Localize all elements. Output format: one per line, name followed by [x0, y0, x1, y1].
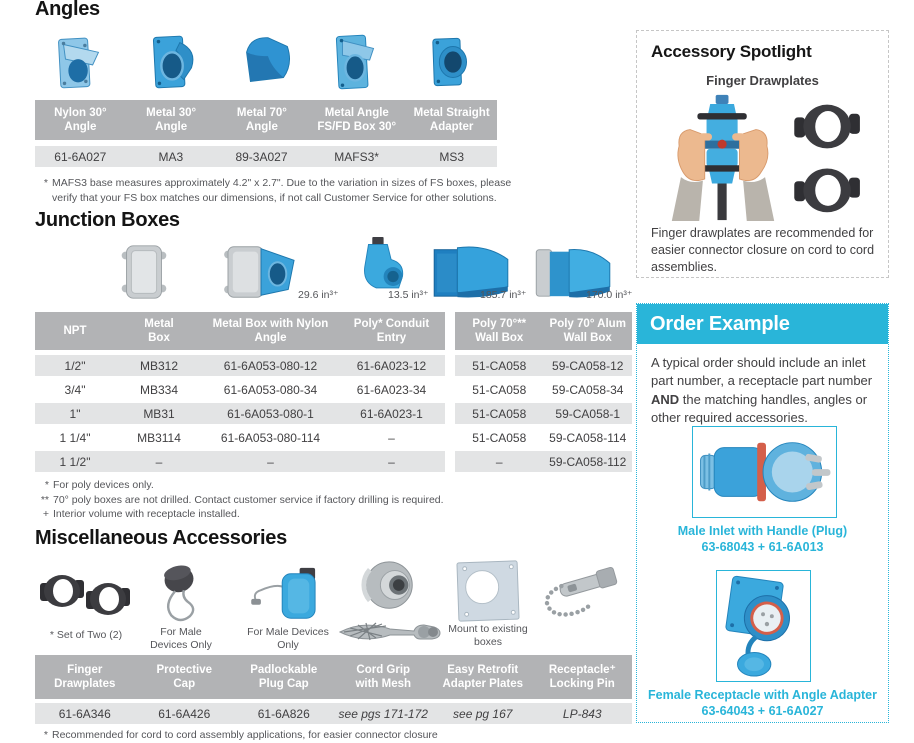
footnote-text: For poly devices only. — [53, 479, 154, 491]
npt-value: 1/2" — [64, 358, 86, 373]
part-number: 61-6A023-12 — [356, 358, 427, 373]
junction-col-header: Poly* Conduit Entry — [353, 317, 430, 344]
padlockable-plug-cap-image — [248, 566, 328, 626]
part-number: 51-CA058 — [472, 430, 527, 445]
part-number: MB31 — [143, 406, 175, 421]
male-inlet-plug-image — [692, 426, 837, 518]
part-number: 61-6A053-080-1 — [227, 406, 314, 421]
order-item2-label: Female Receptacle with Angle Adapter — [648, 688, 877, 702]
volume-label: 29.6 in³⁺ — [298, 289, 339, 301]
order-example-body — [651, 354, 879, 428]
misc-col-header: Protective Cap — [156, 663, 213, 690]
junction-table-right-header — [455, 312, 632, 350]
order-body-text: A typical order should include an inlet part number, a receptacle part number — [651, 355, 873, 389]
angles-table-header — [35, 100, 497, 140]
part-number: 61-6A027 — [54, 149, 107, 164]
table-row — [455, 427, 632, 448]
part-number: 89-3A027 — [235, 149, 288, 164]
angles-col-header: Metal Angle FS/FD Box 30° — [317, 106, 397, 133]
misc-accessories-section-title: Miscellaneous Accessories — [35, 527, 287, 549]
part-number: 61-6A023-34 — [356, 382, 427, 397]
metal-box-image — [112, 240, 176, 304]
metal-box-nylon-angle-image — [222, 237, 302, 305]
angles-col-header: Metal 70° Angle — [236, 106, 287, 133]
part-number: – — [388, 454, 395, 469]
metal-30-angle-image — [127, 28, 219, 98]
part-number: 59-CA058-1 — [555, 406, 621, 421]
page-reference: see pg 167 — [453, 706, 513, 721]
part-number: 51-CA058 — [472, 382, 527, 397]
table-row — [35, 403, 445, 424]
page-reference: see pgs 171-172 — [338, 706, 428, 721]
junction-footnotes — [35, 478, 595, 522]
misc-col-header: Easy Retrofit Adapter Plates — [442, 663, 524, 690]
angles-footnote: * MAFS3 base measures approximately 4.2" x 2.7". Due to the variation in sizes of FS boxes, please verify that your FS box matches our dimensions, if not call Customer Service for other solutions. — [43, 177, 512, 204]
angles-col-header: Nylon 30° Angle — [54, 106, 107, 133]
metal-angle-fsfd-box-image — [312, 28, 404, 98]
part-number: MB334 — [139, 382, 179, 397]
misc-col-header: Finger Drawplates — [54, 663, 116, 690]
misc-footnote: * Recommended for cord to cord assembly applications, for easier connector closure — [43, 729, 438, 741]
spotlight-drawplates-image — [789, 101, 867, 225]
metal-70-angle-image — [220, 28, 312, 98]
part-number: – — [388, 430, 395, 445]
footnote-text: Interior volume with receptacle installed. — [53, 508, 240, 521]
table-row — [35, 355, 445, 376]
part-number: 61-6A426 — [158, 706, 211, 721]
spotlight-subtitle: Finger Drawplates — [706, 73, 819, 88]
volume-label: 170.0 in³⁺ — [586, 289, 633, 301]
part-number: 59-CA058-114 — [549, 430, 627, 445]
female-receptacle-image — [716, 570, 811, 682]
junction-table-left-header — [35, 312, 445, 350]
spotlight-hands-image — [667, 93, 779, 221]
angles-section-title: Angles — [35, 0, 100, 20]
order-item1-part: 63-68043 + 61-6A013 — [701, 540, 824, 554]
metal-straight-adapter-image — [405, 28, 497, 98]
part-number: MS3 — [439, 149, 465, 164]
spotlight-body: Finger drawplates are recommended for easier connector closure on cord to cord assemblies. — [651, 226, 875, 274]
receptacle-locking-pin-image — [530, 560, 628, 622]
npt-value: 1" — [69, 406, 81, 421]
part-number: 61-6A053-080-34 — [223, 382, 318, 397]
part-number: 59-CA058-12 — [552, 358, 624, 373]
junction-col-header: Poly 70° Alum Wall Box — [549, 317, 626, 344]
misc-col-header: Receptacle⁺ Locking Pin — [548, 663, 616, 690]
part-number: MB312 — [139, 358, 179, 373]
npt-value: 1 1/4" — [59, 430, 91, 445]
part-number: 51-CA058 — [472, 358, 527, 373]
part-number: 61-6A346 — [58, 706, 111, 721]
cord-mesh-image — [336, 617, 448, 647]
npt-value: 1 1/2" — [59, 454, 91, 469]
footnote-marker: * — [44, 479, 49, 491]
misc-value-row — [35, 703, 632, 724]
order-item2-part: 63-64043 + 61-6A027 — [701, 704, 824, 718]
part-number: MAFS3* — [334, 149, 379, 164]
retrofit-adapter-plate-image — [452, 558, 524, 624]
table-row — [455, 451, 632, 472]
volume-label: 13.5 in³⁺ — [388, 289, 429, 301]
spotlight-title: Accessory Spotlight — [651, 42, 812, 61]
adapter-plate-caption: Mount to existing boxes — [448, 623, 528, 649]
drawplates-caption: * Set of Two (2) — [49, 629, 123, 641]
junction-col-header: NPT — [63, 324, 87, 337]
footnote-marker: ** — [40, 493, 49, 506]
cord-grip-image — [352, 558, 430, 614]
part-number: LP-843 — [562, 706, 602, 721]
junction-col-header: Metal Box with Nylon Angle — [212, 317, 329, 344]
part-number: MB3114 — [137, 430, 181, 445]
part-number: 59-CA058-112 — [549, 454, 627, 469]
footnote-text: 70° poly boxes are not drilled. Contact customer service if factory drilling is required. — [53, 493, 444, 506]
part-number: 59-CA058-34 — [552, 382, 624, 397]
table-row — [35, 379, 445, 400]
protective-cap-caption: For Male Devices Only — [150, 626, 212, 652]
angles-value-row — [35, 146, 497, 167]
protective-cap-image — [148, 560, 212, 630]
misc-table-header — [35, 655, 632, 699]
table-row — [455, 379, 632, 400]
part-number: – — [267, 454, 274, 469]
part-number: 51-CA058 — [472, 406, 527, 421]
table-row — [455, 403, 632, 424]
angles-col-header: Metal Straight Adapter — [413, 106, 490, 133]
order-body-bold: AND — [651, 391, 680, 407]
table-row — [35, 451, 445, 472]
plug-cap-caption: For Male Devices Only — [247, 626, 329, 652]
part-number: – — [495, 454, 503, 469]
accessory-spotlight-box — [636, 30, 889, 278]
order-body-text: the matching handles, angles or other required accessories. — [651, 391, 868, 426]
nylon-30-angle-image — [35, 28, 127, 98]
angles-image-row — [35, 28, 497, 98]
angles-col-header: Metal 30° Angle — [146, 106, 197, 133]
order-item1-label: Male Inlet with Handle (Plug) — [677, 524, 848, 538]
table-row — [35, 427, 445, 448]
part-number: MA3 — [158, 149, 184, 164]
junction-boxes-section-title: Junction Boxes — [35, 209, 180, 231]
part-number: 61-6A053-080-114 — [220, 430, 321, 445]
order-example-title: Order Example — [637, 304, 888, 344]
part-number: 61-6A023-1 — [360, 406, 423, 421]
misc-col-header: Cord Grip with Mesh — [355, 663, 412, 690]
table-row — [455, 355, 632, 376]
npt-value: 3/4" — [64, 382, 86, 397]
volume-label: 185.7 in³⁺ — [480, 289, 527, 301]
junction-col-header: Poly 70°** Wall Box — [472, 317, 527, 344]
part-number: 61-6A053-080-12 — [223, 358, 318, 373]
footnote-marker: + — [42, 508, 49, 521]
misc-col-header: Padlockable Plug Cap — [250, 663, 318, 690]
part-number: – — [155, 454, 163, 469]
junction-col-header: Metal Box — [144, 317, 174, 344]
finger-drawplates-image — [38, 563, 134, 625]
part-number: 61-6A826 — [257, 706, 310, 721]
order-example-box — [636, 303, 889, 723]
